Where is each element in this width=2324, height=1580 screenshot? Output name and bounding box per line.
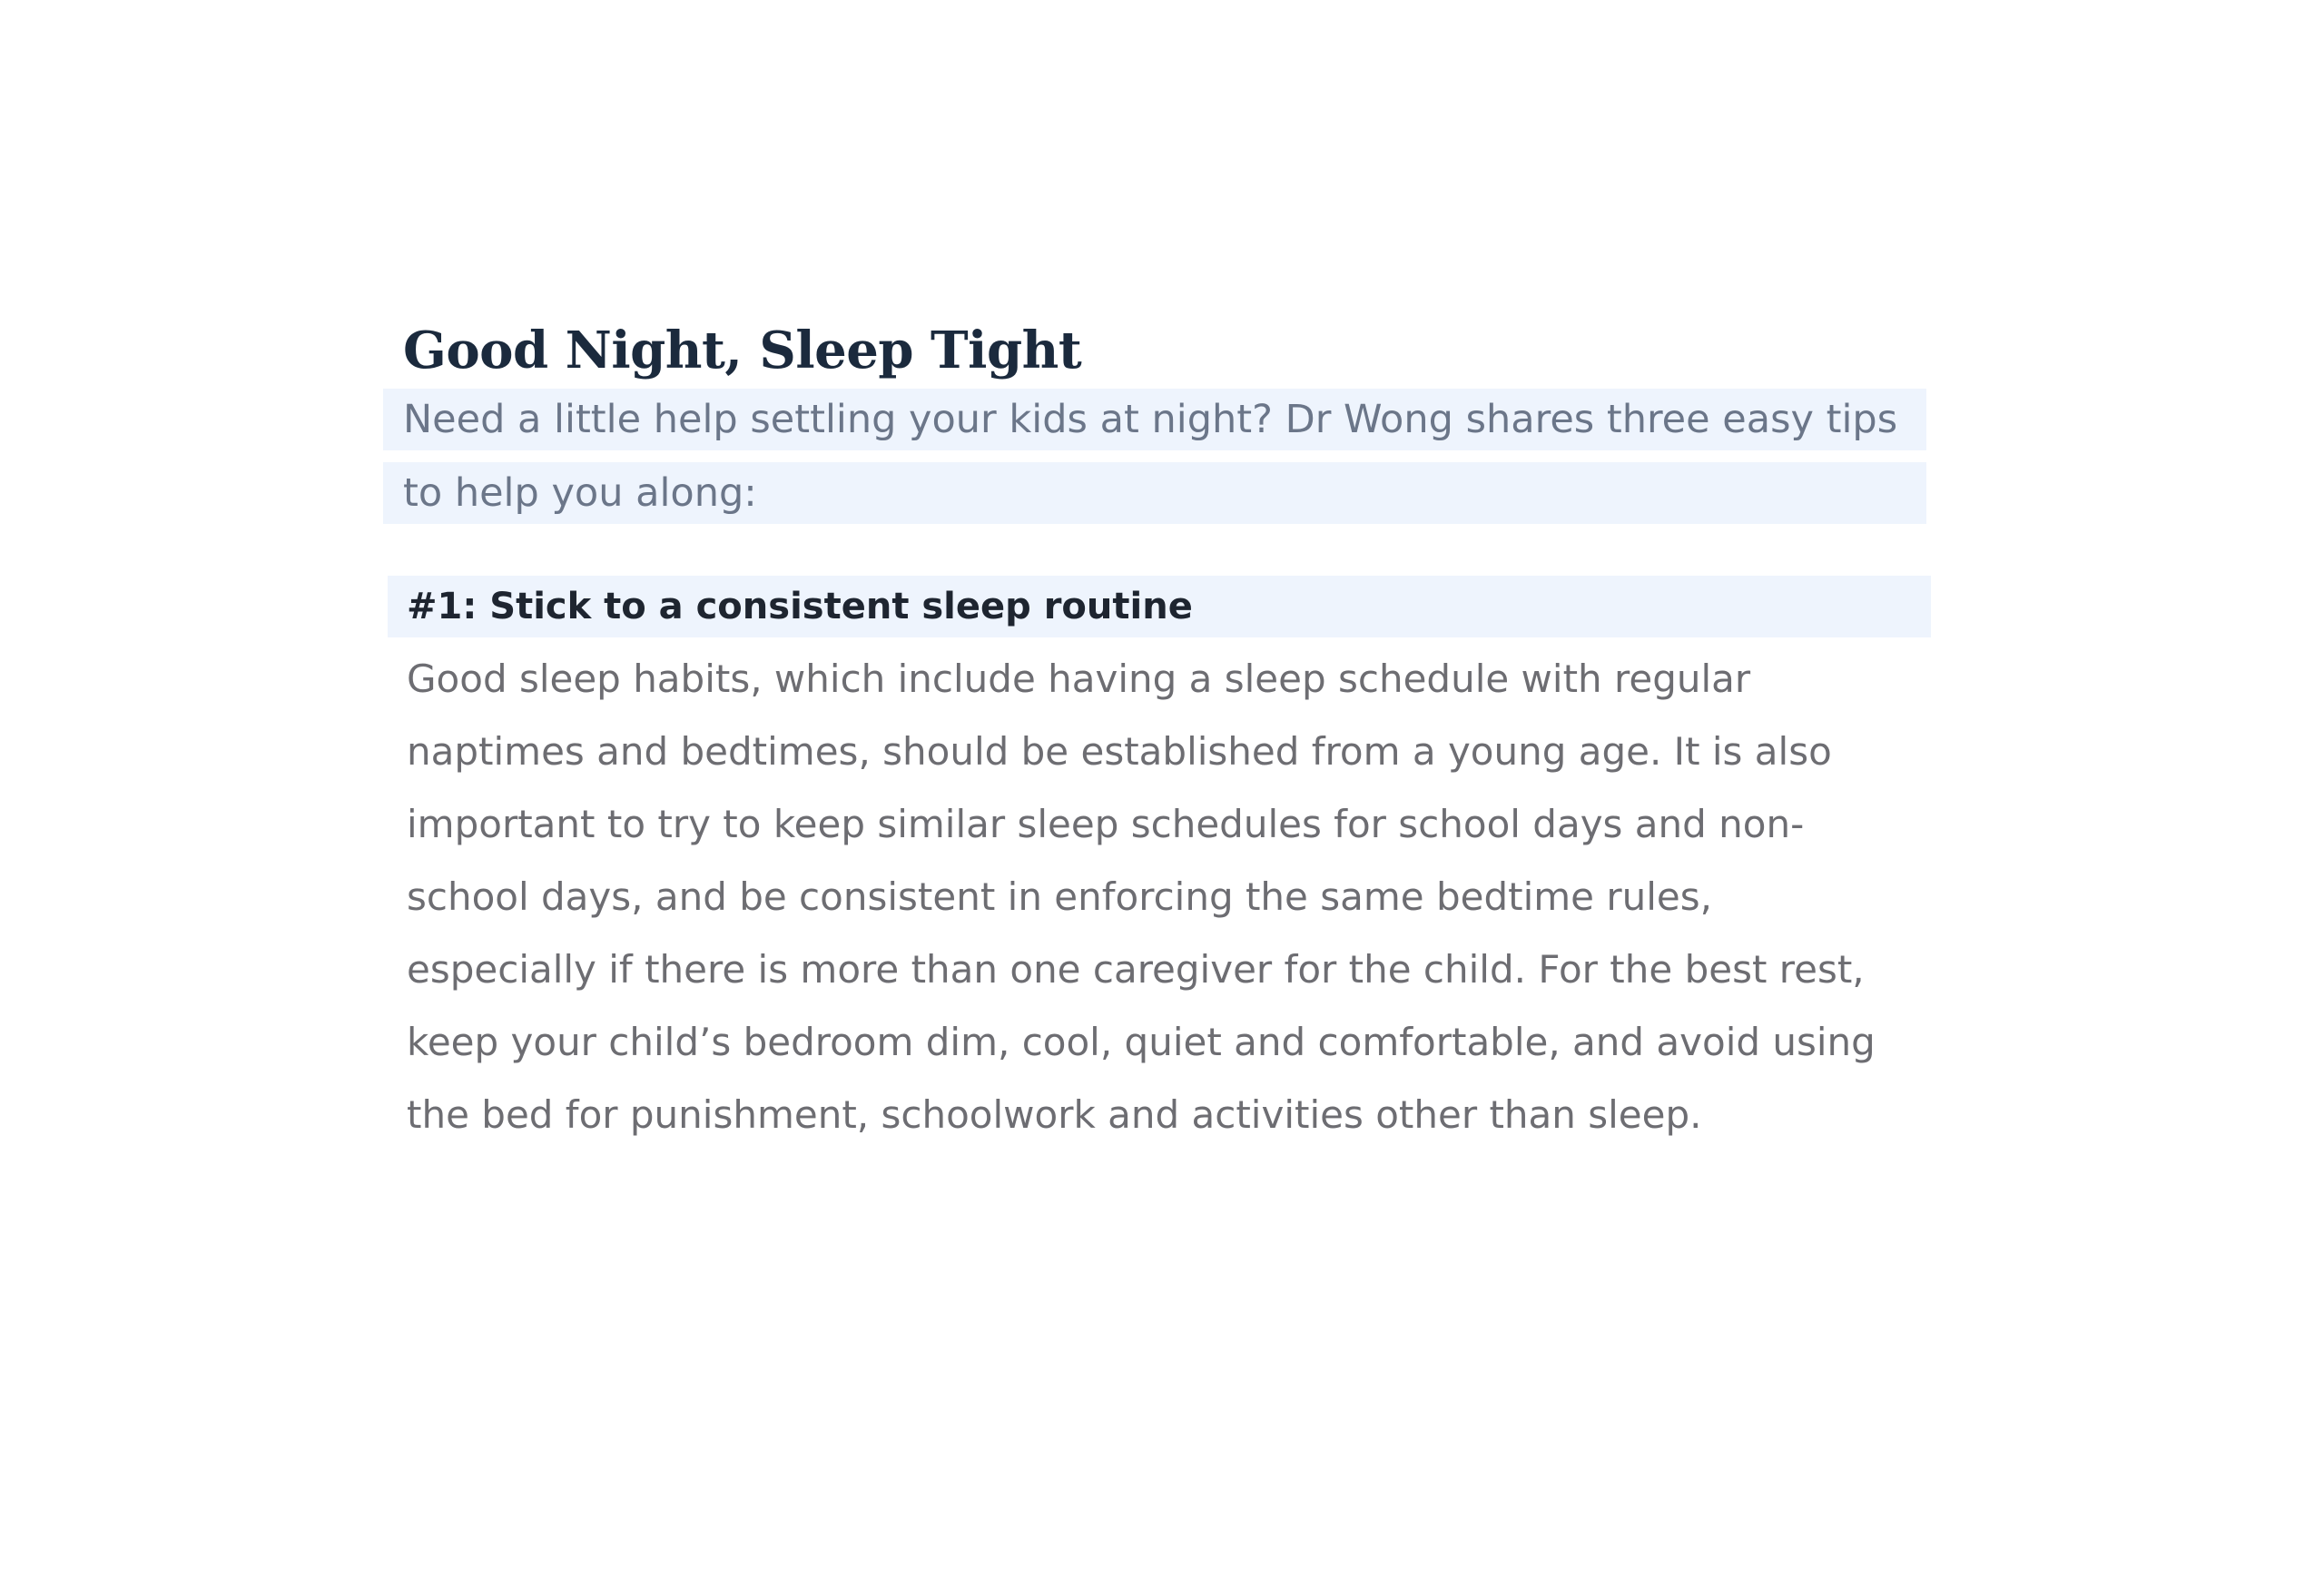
body-line: Good sleep habits, which include having a sleep schedule with regular: [407, 657, 1751, 701]
section-heading: #1: Stick to a consistent sleep routine: [388, 576, 1931, 637]
body-line: the bed for punishment, schoolwork and activities other than sleep.: [407, 1092, 1702, 1137]
body-line: keep your child’s bedroom dim, cool, quiet and comfortable, and avoid using: [407, 1020, 1876, 1064]
body-line: naptimes and bedtimes, should be established from a young age. It is also: [407, 729, 1832, 774]
body-line: important to try to keep similar sleep schedules for school days and non-: [407, 802, 1805, 846]
body-line: school days, and be consistent in enforcing the same bedtime rules,: [407, 874, 1712, 919]
intro-line: to help you along:: [383, 462, 1926, 524]
article-title: Good Night, Sleep Tight: [403, 321, 1082, 380]
intro-line: Need a little help settling your kids at night? Dr Wong shares three easy tips: [383, 389, 1926, 450]
body-line: especially if there is more than one caregiver for the child. For the best rest,: [407, 947, 1865, 992]
